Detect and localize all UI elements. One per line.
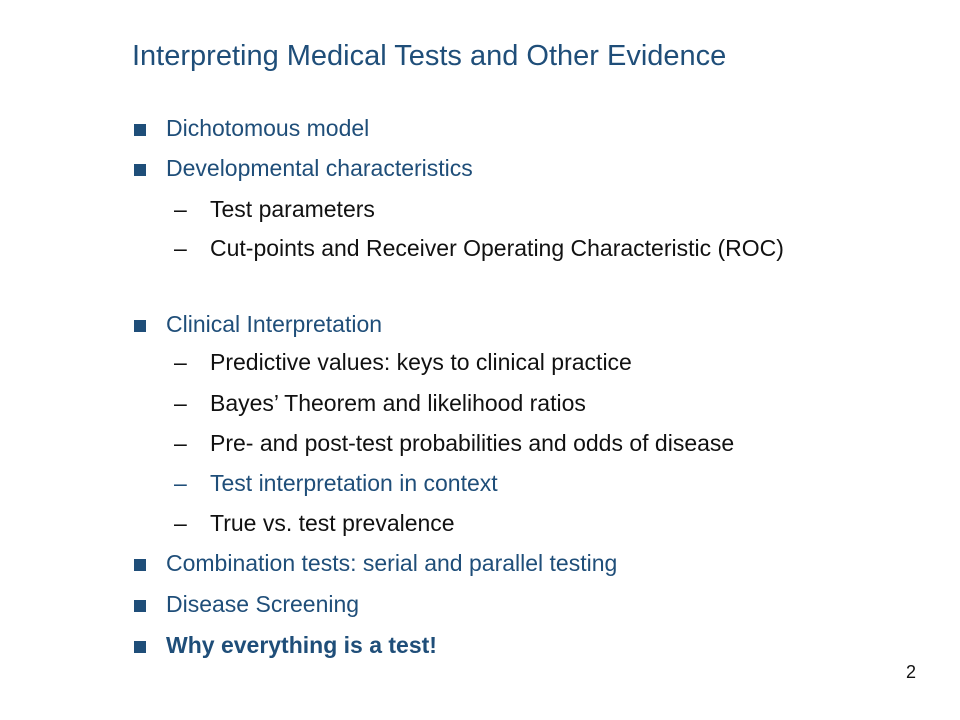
bullet-why-everything-is-a-test — [166, 632, 437, 659]
bullet-label: Developmental characteristics — [166, 155, 473, 181]
square-bullet-icon — [134, 320, 146, 332]
dash-bullet-icon: – — [174, 196, 187, 222]
bullet-clinical-interpretation — [166, 311, 382, 338]
bullet-label: Clinical Interpretation — [166, 311, 383, 337]
dash-bullet-icon: – — [174, 510, 187, 536]
sub-bullet-label: Test interpretation in context — [210, 470, 498, 496]
dash-bullet-icon: – — [174, 235, 187, 261]
bullet-combination-tests — [166, 550, 617, 577]
sub-bullet-label: Bayes’ Theorem and likelihood ratios — [210, 390, 586, 416]
sub-bullet-pre-post-test — [174, 430, 735, 457]
bullet-dichotomous-model — [166, 115, 369, 142]
sub-bullet-cut-points-roc — [174, 232, 850, 264]
square-bullet-icon — [134, 559, 146, 571]
sub-bullet-label: Test parameters — [210, 196, 375, 222]
sub-bullet-test-parameters — [174, 196, 375, 223]
bullet-developmental-characteristics — [166, 155, 473, 182]
dash-bullet-icon: – — [174, 390, 187, 416]
sub-bullet-test-interpretation-context — [174, 470, 498, 497]
sub-bullet-label: True vs. test prevalence — [210, 510, 455, 536]
square-bullet-icon — [134, 164, 146, 176]
bullet-label: Why everything is a test! — [166, 632, 437, 658]
page-number: 2 — [905, 662, 916, 682]
sub-bullet-label: Predictive values: keys to clinical practice — [210, 349, 632, 375]
dash-bullet-icon: – — [174, 470, 187, 496]
square-bullet-icon — [134, 641, 146, 653]
dash-bullet-icon: – — [174, 430, 187, 456]
dash-bullet-icon: – — [174, 349, 187, 375]
slide-title: Interpreting Medical Tests and Other Evidence — [132, 40, 727, 72]
bullet-disease-screening — [166, 591, 359, 618]
sub-bullet-true-vs-test-prevalence — [174, 510, 455, 537]
sub-bullet-label: Cut-points and Receiver Operating Characteristic (ROC) — [210, 235, 784, 261]
bullet-label: Combination tests: serial and parallel testing — [166, 550, 618, 576]
bullet-label: Dichotomous model — [166, 115, 370, 141]
sub-bullet-label: Pre- and post-test probabilities and odds of disease — [210, 430, 735, 456]
sub-bullet-bayes-theorem — [174, 390, 586, 417]
square-bullet-icon — [134, 600, 146, 612]
square-bullet-icon — [134, 124, 146, 136]
sub-bullet-predictive-values — [174, 349, 632, 376]
bullet-label: Disease Screening — [166, 591, 360, 617]
